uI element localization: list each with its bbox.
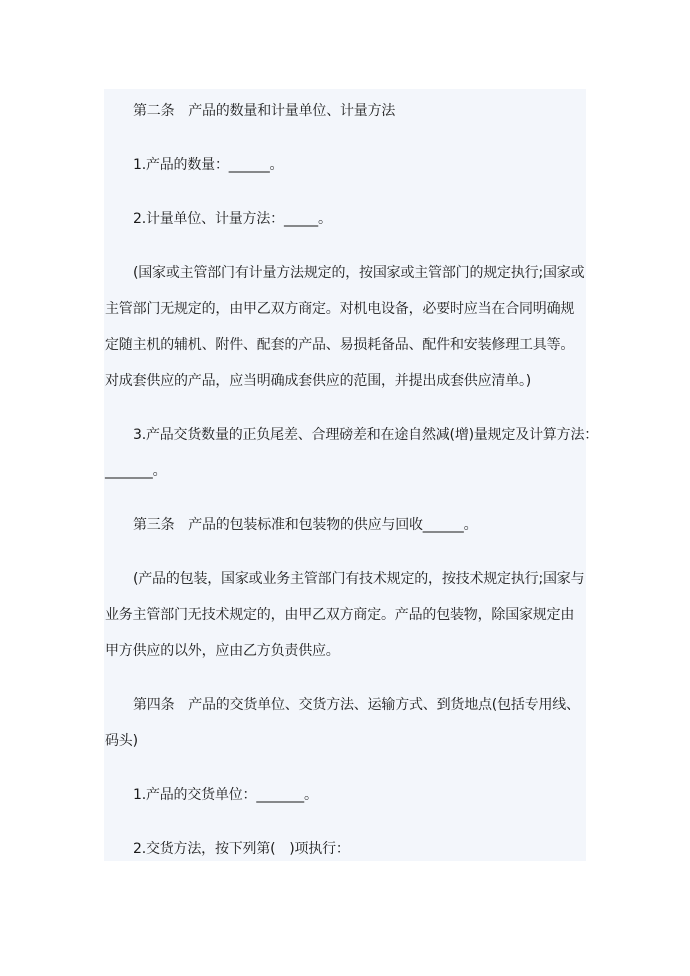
note-measurement-line-2: 主管部门无规定的，由甲乙双方商定。对机电设备，必要时应当在合同明确规 xyxy=(105,301,575,317)
item-delivery-method: 2.交货方法，按下列第( )项执行： xyxy=(133,841,350,857)
note-packaging-line-3: 甲方供应的以外，应由乙方负责供应。 xyxy=(105,643,340,659)
article-3-heading: 第三条 产品的包装标准和包装物的供应与回收______。 xyxy=(133,517,478,533)
item-delivery-tolerance-blank: _______。 xyxy=(105,463,167,479)
note-measurement-line-3: 定随主机的辅机、附件、配套的产品、易损耗备品、配件和安装修理工具等。 xyxy=(105,337,575,353)
note-measurement-line-4: 对成套供应的产品，应当明确成套供应的范围，并提出成套供应清单。) xyxy=(105,373,532,389)
document-highlight-background xyxy=(104,89,586,861)
item-delivery-unit: 1.产品的交货单位：_______。 xyxy=(133,787,318,803)
item-delivery-tolerance: 3.产品交货数量的正负尾差、合理磅差和在途自然减(增)量规定及计算方法： xyxy=(133,427,599,443)
item-quantity: 1.产品的数量：______。 xyxy=(133,157,284,173)
article-4-heading-cont: 码头) xyxy=(105,733,138,749)
article-2-heading: 第二条 产品的数量和计量单位、计量方法 xyxy=(133,103,396,119)
item-measurement-unit: 2.计量单位、计量方法：_____。 xyxy=(133,211,332,227)
note-packaging-line-2: 业务主管部门无技术规定的，由甲乙双方商定。产品的包装物，除国家规定由 xyxy=(105,607,575,623)
note-measurement-line-1: (国家或主管部门有计量方法规定的，按国家或主管部门的规定执行;国家或 xyxy=(133,265,585,281)
note-packaging-line-1: (产品的包装，国家或业务主管部门有技术规定的，按技术规定执行;国家与 xyxy=(133,571,585,587)
article-4-heading: 第四条 产品的交货单位、交货方法、运输方式、到货地点(包括专用线、 xyxy=(133,697,580,713)
